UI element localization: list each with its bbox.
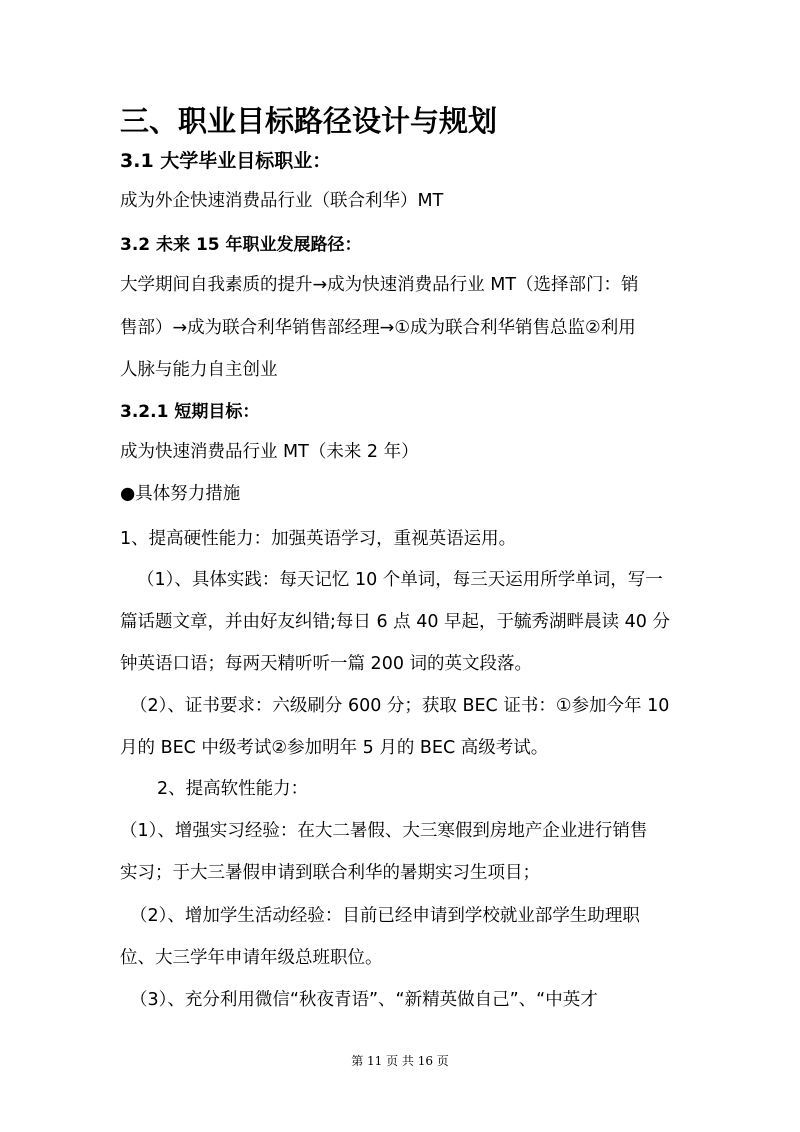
- section-3-2-1-text: 成为快速消费品行业 MT（未来 2 年）: [120, 442, 419, 462]
- item-2-p2-line-2: 位、大三学年申请年级总班职位。: [120, 948, 383, 968]
- section-3-2-title: 3.2 未来 15 年职业发展路径：: [120, 235, 362, 255]
- section-3-1-title: 3.1 大学毕业目标职业：: [120, 150, 332, 172]
- page-heading: 三、职业目标路径设计与规划: [120, 104, 498, 138]
- section-3-2-1-title: 3.2.1 短期目标：: [120, 402, 260, 422]
- section-3-2-line-2: 售部）→成为联合利华销售部经理→①成为联合利华销售总监②利用: [120, 318, 636, 338]
- item-1-p2-line-2: 月的 BEC 中级考试②参加明年 5 月的 BEC 高级考试。: [120, 738, 549, 758]
- measures-bullet: ●具体努力措施: [120, 484, 241, 504]
- item-1-title: 1、提高硬性能力：加强英语学习，重视英语运用。: [120, 529, 517, 549]
- item-1-p2-line-1: （2）、证书要求：六级刷分 600 分；获取 BEC 证书：①参加今年 10: [130, 696, 670, 716]
- item-2-p2-line-1: （2）、增加学生活动经验：目前已经申请到学校就业部学生助理职: [130, 906, 640, 926]
- item-2-p1-line-1: （1）、增强实习经验：在大二暑假、大三寒假到房地产企业进行销售: [120, 821, 648, 841]
- section-3-2-line-3: 人脉与能力自主创业: [120, 360, 278, 380]
- item-1-p1-line-3: 钟英语口语；每两天精听听一篇 200 词的英文段落。: [120, 654, 533, 674]
- section-3-2-line-1: 大学期间自我素质的提升→成为快速消费品行业 MT（选择部门：销: [120, 275, 639, 295]
- page-footer: 第 11 页 共 16 页: [351, 1054, 449, 1068]
- item-2-p3-line-1: （3）、充分利用微信“秋夜青语”、“新精英做自己”、“中英才: [130, 990, 598, 1010]
- section-3-1-text: 成为外企快速消费品行业（联合利华）MT: [120, 191, 444, 211]
- item-1-p1-line-1: （1）、具体实践：每天记忆 10 个单词，每三天运用所学单词，写一: [137, 570, 663, 590]
- item-2-p1-line-2: 实习；于大三暑假申请到联合利华的暑期实习生项目；: [120, 863, 540, 883]
- item-1-p1-line-2: 篇话题文章，并由好友纠错;每日 6 点 40 早起，于毓秀湖畔晨读 40 分: [120, 612, 670, 632]
- item-2-title: 2、提高软性能力：: [157, 779, 309, 799]
